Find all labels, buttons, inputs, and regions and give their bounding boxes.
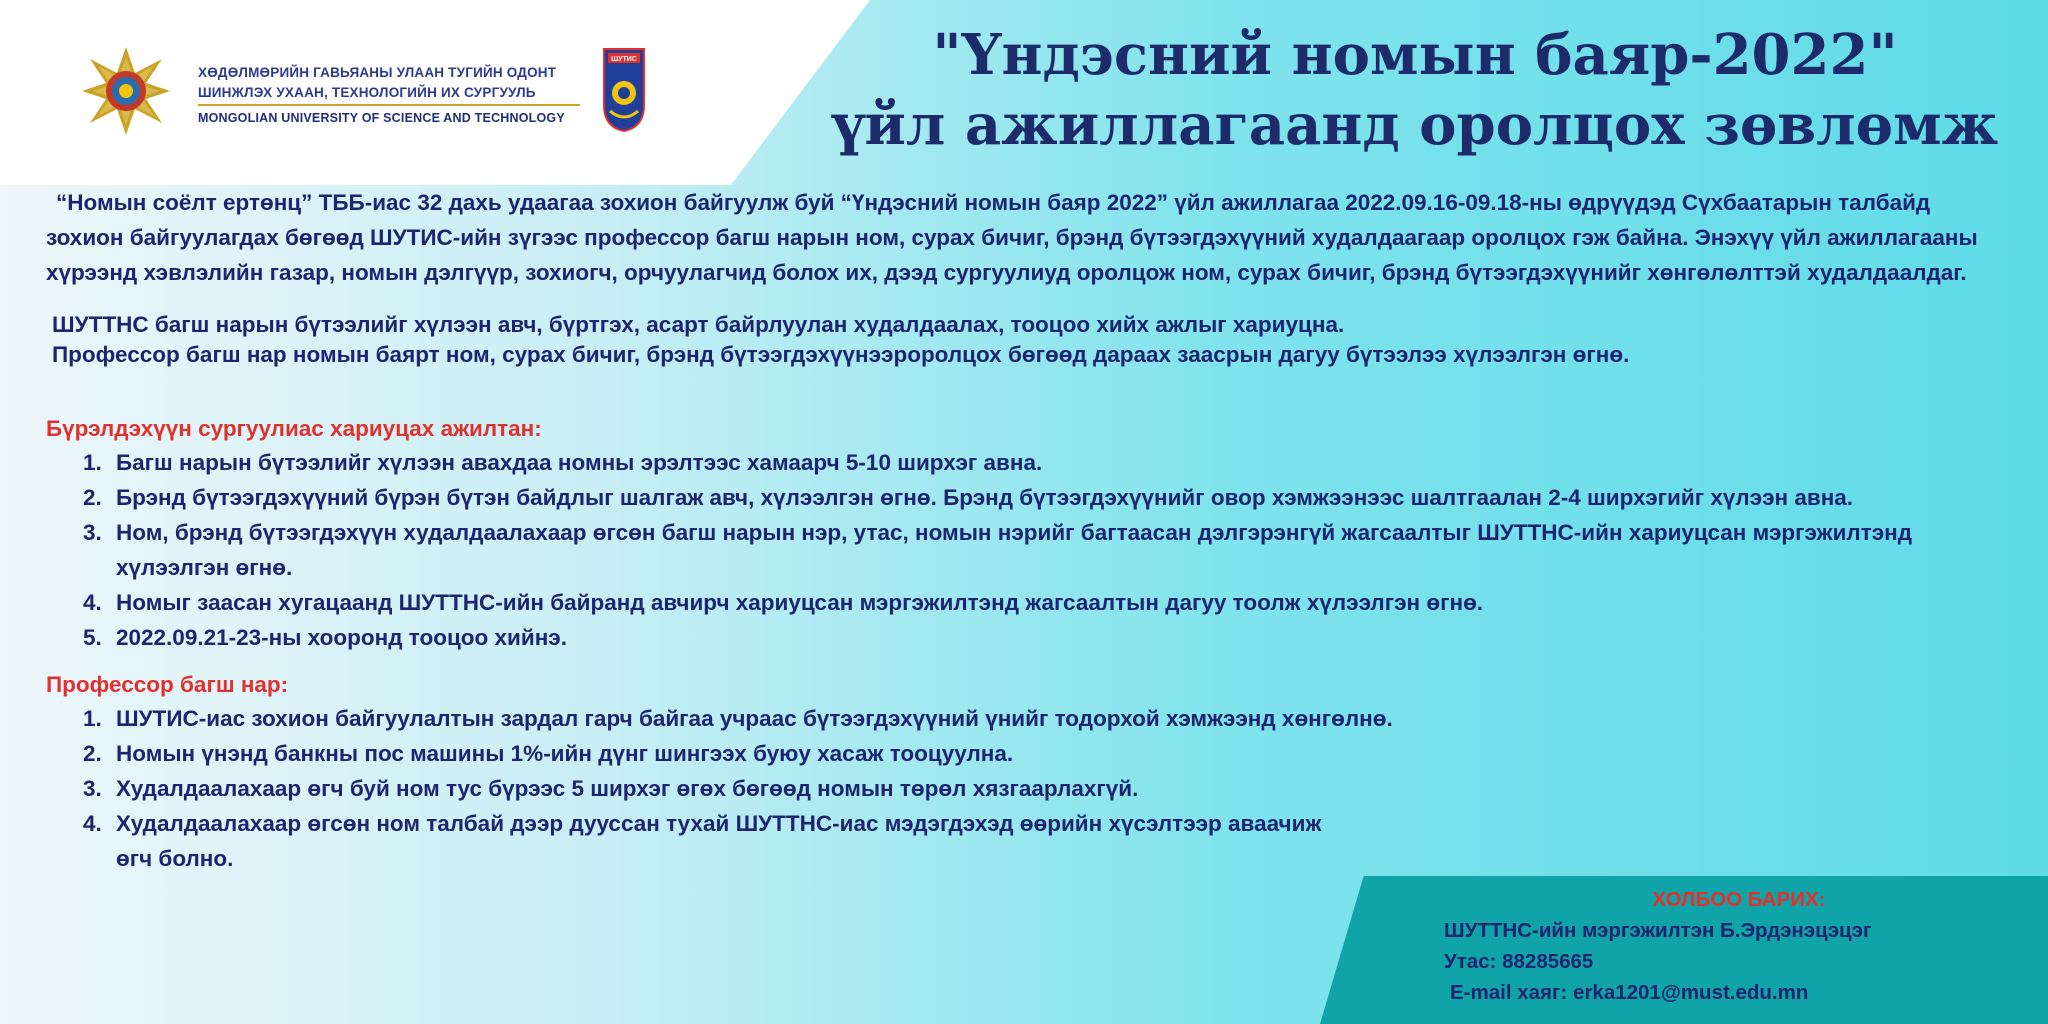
intro-paragraph-2-line1: ШУТТНС багш нарын бүтээлийг хүлээн авч, бүртгэх, асарт байрлуулан худалдаалах, тооцоо хийх ажлыг хариуцна. (52, 312, 1345, 337)
intro-paragraph-2 (46, 310, 2006, 370)
page-title (800, 20, 2030, 160)
list-item: 4. Худалдаалахаар өгсөн ном талбай дээр дууссан тухай ШУТТНС-иас мэдэгдэхэд өөрийн хүсэлтээр аваачиж өгч болно. (108, 806, 1336, 876)
intro-paragraph-2-line2: Профессор багш нар номын баярт ном, сурах бичиг, брэнд бүтээгдэхүүнээроролцох бөгөөд дараах заасрын дагуу бүтээлээ хүлээлгэн өгнө. (52, 342, 1630, 367)
section-staff-heading: Бүрэлдэхүүн сургуулиас хариуцах ажилтан: (46, 416, 542, 441)
shield-label: ШУТИС (611, 56, 637, 63)
contact-phone: Утас: 88285665 (1444, 950, 1594, 973)
list-item: 3. Ном, брэнд бүтээгдэхүүн худалдаалахаар өгсөн багш нарын нэр, утас, номын нэрийг багтаасан дэлгэрэнгүй жагсаалтыг ШУТТНС-ийн хариуцсан мэргэжилтэнд хүлээлгэн өгнө. (108, 515, 2006, 585)
university-name-divider (198, 104, 580, 106)
main-content (46, 185, 2006, 876)
intro-paragraph: “Номын соёлт ертөнц” ТББ-иас 32 дахь удаагаа зохион байгуулж буй “Үндэсний номын баяр 2022” үйл ажиллагаа 2022.09.16-09.18-ны өдрүүдэд Сүхбаатарын талбайд зохион байгуулагдах бөгөөд ШУТИС-ийн зүгээс профессор багш нарын ном, сурах бичиг, брэнд бүтээгдэхүүний худалдаагаар оролцох гэж байна. Энэхүү үйл ажиллагааны хүрээнд хэвлэлийн газар, номын дэлгүүр, зохиогч, орчуулагчид болох их, дээд сургуулиуд оролцож ном, сурах бичиг, брэнд бүтээгдэхүүнийг хөнгөлөлттэй худалдаалдаг. (46, 190, 1978, 285)
contact-heading: ХОЛБОО БАРИХ: (1652, 888, 1826, 911)
section-professors-heading: Профессор багш нар: (46, 672, 289, 697)
section-professors-list (46, 701, 1408, 876)
list-item: 2. Брэнд бүтээгдэхүүний бүрэн бүтэн байдлыг шалгаж авч, хүлээлгэн өгнө. Брэнд бүтээгдэхүүнийг овор хэмжээнээс шалтгаалан 2-4 ширхэгийг хүлээн авна. (108, 480, 2006, 515)
list-item: 1. Багш нарын бүтээлийг хүлээн авахдаа номны эрэлтээс хамаарч 5-10 ширхэг авна. (108, 445, 2006, 480)
university-name-mn-line2: ШИНЖЛЭХ УХААН, ТЕХНОЛОГИЙН ИХ СУРГУУЛЬ (198, 85, 536, 100)
list-item: 3. Худалдаалахаар өгч буй ном тус бүрээс 5 ширхэг өгөх бөгөөд номын төрөл хязгаарлахгүй. (108, 771, 1408, 806)
list-item: 1. ШУТИС-иас зохион байгуулалтын зардал гарч байгаа учраас бүтээгдэхүүний үнийг тодорхой хэмжээнд хөнгөлнө. (108, 701, 1816, 736)
list-item: 2. Номын үнэнд банкны пос машины 1%-ийн дүнг шингээх буюу хасаж тооцуулна. (108, 736, 1408, 771)
list-item: 5. 2022.09.21-23-ны хооронд тооцоо хийнэ. (108, 620, 2006, 655)
university-name-mn-line1: ХӨДӨЛМӨРИЙН ГАВЬЯАНЫ УЛААН ТУГИЙН ОДОНТ (198, 65, 557, 80)
title-line1: "Үндэсний номын баяр-2022" (932, 22, 1898, 88)
university-name (198, 63, 658, 128)
contact-box (1444, 884, 2044, 1008)
must-shield-icon (602, 47, 646, 133)
list-item: 4. Номыг заасан хугацаанд ШУТТНС-ийн байранд авчирч хариуцсан мэргэжилтэнд жагсаалтын дагуу тоолж хүлээлгэн өгнө. (108, 585, 2006, 620)
university-name-en: MONGOLIAN UNIVERSITY OF SCIENCE AND TECHNOLOGY (198, 111, 565, 125)
contact-person: ШУТТНС-ийн мэргэжилтэн Б.Эрдэнэцэцэг (1444, 919, 1872, 942)
order-emblem-icon (80, 45, 172, 137)
title-line2: үйл ажиллагаанд оролцох зөвлөмж (831, 92, 1999, 158)
section-staff-list (46, 445, 2006, 655)
contact-email: E-mail хаяг: erka1201@must.edu.mn (1450, 981, 1809, 1004)
